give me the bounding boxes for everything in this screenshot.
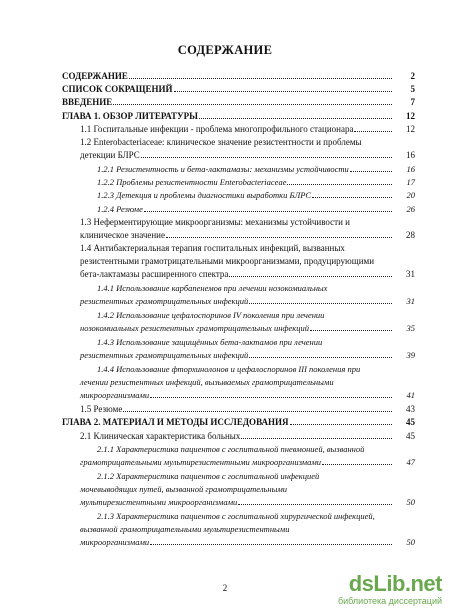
toc-entry bbox=[80, 149, 140, 161]
toc-page-number: 39 bbox=[406, 350, 415, 360]
toc-page-number: 47 bbox=[406, 457, 415, 467]
toc-leader bbox=[249, 357, 392, 358]
toc-leader bbox=[199, 118, 392, 119]
toc-entry-text: лечении резистентных инфекций, вызываемых грамотрицательными bbox=[80, 377, 334, 387]
page-title: СОДЕРЖАНИЕ bbox=[177, 43, 273, 57]
toc-leader bbox=[310, 330, 392, 331]
toc-entry bbox=[80, 268, 228, 280]
toc-page-number: 45 bbox=[406, 417, 415, 427]
toc-page-number: 7 bbox=[410, 97, 415, 107]
toc-page-number: 31 bbox=[406, 296, 415, 306]
toc-entry bbox=[80, 322, 309, 334]
toc-entry bbox=[97, 163, 349, 175]
toc-page-number: 45 bbox=[406, 431, 415, 441]
toc-entry-text: клиническое значение bbox=[80, 230, 165, 240]
toc-entry-text: 1.3 Неферментирующие микроорганизмы: механизмы устойчивости и bbox=[80, 217, 350, 227]
toc-entry-text: ГЛАВА 2. МАТЕРИАЛ И МЕТОДЫ ИССЛЕДОВАНИЯ bbox=[62, 417, 289, 427]
toc-page-number: 16 bbox=[406, 164, 415, 174]
toc-page-number: 50 bbox=[406, 537, 415, 547]
toc-entry bbox=[80, 295, 248, 307]
toc-leader bbox=[241, 438, 392, 439]
toc-entry-text: бета-лактамазы расширенного спектра bbox=[80, 269, 229, 279]
toc-leader bbox=[238, 504, 392, 505]
dslib-watermark bbox=[322, 571, 442, 609]
toc-page-number: 28 bbox=[406, 230, 415, 240]
toc-entry bbox=[97, 309, 324, 321]
toc-entry-text: 1.2.4 Резюме bbox=[97, 204, 143, 214]
toc-entry bbox=[80, 456, 321, 468]
toc-entry-text: 1.4.2 Использование цефалоспоринов IV поколения при лечении bbox=[97, 310, 325, 320]
toc-page-number: 31 bbox=[406, 269, 415, 279]
toc-entry bbox=[97, 189, 311, 201]
toc-page-number: 17 bbox=[406, 177, 415, 187]
toc-leader bbox=[312, 197, 392, 198]
toc-entry bbox=[97, 363, 360, 375]
toc-entry-text: 2.1 Клиническая характеристика больных bbox=[80, 431, 241, 441]
toc-leader bbox=[150, 544, 392, 545]
watermark-subtitle: библиотека диссертаций bbox=[337, 596, 442, 606]
toc-leader bbox=[354, 131, 392, 132]
toc-entry bbox=[80, 523, 289, 535]
toc-entry bbox=[80, 136, 362, 148]
toc-leader bbox=[322, 464, 392, 465]
toc-leader bbox=[290, 424, 393, 425]
toc-entry-text: грамотрицательными мультирезистентными микроорганизмами bbox=[80, 457, 322, 467]
toc-entry-text: 1.5 Резюме bbox=[80, 404, 123, 414]
toc-page-number: 50 bbox=[406, 497, 415, 507]
toc-entry-text: ВВЕДЕНИЕ bbox=[62, 97, 113, 107]
toc-page-number: 20 bbox=[406, 190, 415, 200]
toc-entry bbox=[62, 96, 112, 108]
toc-entry bbox=[97, 470, 319, 482]
toc-page-number: 12 bbox=[406, 124, 415, 134]
toc-page-number: 26 bbox=[406, 204, 415, 214]
toc-page-number: 43 bbox=[406, 404, 415, 414]
toc-entry-text: СПИСОК СОКРАЩЕНИЙ bbox=[62, 84, 173, 94]
toc-page-number: 2 bbox=[410, 71, 415, 81]
toc-entry-text: вызванной грамотрицательными мультирезистентными bbox=[80, 524, 290, 534]
toc-page-number: 35 bbox=[406, 323, 415, 333]
toc-entry bbox=[80, 496, 237, 508]
toc-entry bbox=[80, 349, 248, 361]
toc-leader bbox=[166, 237, 392, 238]
toc-entry-text: микроорганизмами bbox=[80, 390, 150, 400]
toc-leader bbox=[350, 171, 392, 172]
toc-leader bbox=[249, 303, 392, 304]
toc-entry bbox=[62, 83, 173, 95]
toc-entry-text: 1.4.4 Использование фторхинолонов и цефалоспоринов III поколения при bbox=[97, 364, 361, 374]
toc-entry bbox=[80, 123, 353, 135]
toc-entry bbox=[80, 242, 345, 254]
toc-entry-text: 1.4 Антибактериальная терапия госпитальных инфекций, вызванных bbox=[80, 243, 345, 253]
toc-page-number: 5 bbox=[410, 84, 415, 94]
toc-entry-text: мультирезистентными микроорганизмами bbox=[80, 497, 238, 507]
toc-entry bbox=[80, 255, 374, 267]
toc-entry bbox=[97, 203, 143, 215]
toc-entry bbox=[62, 70, 128, 82]
toc-entry-text: мочевыводящих путей, вызванной грамотрицательными bbox=[80, 484, 288, 494]
toc-entry-text: СОДЕРЖАНИЕ bbox=[62, 71, 128, 81]
toc-page-number: 41 bbox=[406, 390, 415, 400]
toc-leader bbox=[129, 78, 392, 79]
toc-entry bbox=[97, 336, 322, 348]
toc-entry bbox=[97, 443, 364, 455]
toc-leader bbox=[229, 276, 392, 277]
toc-page-number: 12 bbox=[406, 111, 415, 121]
toc-entry bbox=[80, 216, 350, 228]
toc-entry-text: резистентных грамотрицательных инфекций bbox=[80, 296, 249, 306]
toc-entry bbox=[80, 536, 149, 548]
toc-leader bbox=[144, 211, 392, 212]
toc-entry-text: 1.4.3 Использование защищённых бета-лактамов при лечении bbox=[97, 337, 323, 347]
toc-entry bbox=[80, 483, 287, 495]
toc-entry-text: нозокомиальных резистентных грамотрицательных инфекций bbox=[80, 323, 310, 333]
toc-leader bbox=[113, 104, 392, 105]
toc-entry-text: резистентных грамотрицательных инфекций bbox=[80, 350, 249, 360]
toc-entry-text: 1.4.1 Использование карбапенемов при лечении нозокомиальных bbox=[97, 283, 328, 293]
toc-entry-text: 1.1 Госпитальные инфекции - проблема многопрофильного стационара bbox=[80, 124, 354, 134]
page-number: 2 bbox=[222, 583, 228, 593]
toc-entry bbox=[80, 430, 240, 442]
toc-leader bbox=[123, 411, 392, 412]
toc-leader bbox=[141, 157, 392, 158]
toc-entry-text: 2.1.3 Характеристика пациентов с госпитальной хирургической инфекцией, bbox=[97, 511, 375, 521]
toc-entry bbox=[80, 403, 122, 415]
toc-entry-text: 1.2 Enterobacteriaceae: клиническое значение резистентности и проблемы bbox=[80, 137, 362, 147]
toc-entry-text: ГЛАВА 1. ОБЗОР ЛИТЕРАТУРЫ bbox=[62, 111, 198, 121]
toc-entry bbox=[80, 229, 165, 241]
toc-entry-text: 1.2.3 Детекция и проблемы диагностики выработки БЛРС bbox=[97, 190, 312, 200]
toc-entry bbox=[97, 176, 286, 188]
toc-entry bbox=[62, 110, 198, 122]
toc-entry-text: 2.1.2 Характеристика пациентов с госпитальной инфекцией bbox=[97, 471, 320, 481]
toc-entry-text: 2.1.1 Характеристика пациентов с госпитальной пневмонией, вызванной bbox=[97, 444, 365, 454]
toc-leader bbox=[287, 184, 392, 185]
toc-entry-text: микроорганизмами bbox=[80, 537, 150, 547]
toc-leader bbox=[174, 91, 392, 92]
toc-entry bbox=[80, 389, 149, 401]
toc-leader bbox=[150, 397, 392, 398]
toc-entry-text: 1.2.1 Резистентность и бета-лактамазы: механизмы устойчивости bbox=[97, 164, 349, 174]
watermark-logo: dsLib.net bbox=[348, 571, 442, 596]
toc-entry-text: детекции БЛРС bbox=[80, 150, 140, 160]
toc-entry bbox=[97, 510, 375, 522]
toc-entry bbox=[97, 282, 327, 294]
toc-entry-text: резистентными грамотрицательными микроорганизмами, продуцирующими bbox=[80, 256, 375, 266]
toc-entry bbox=[62, 416, 289, 428]
toc-entry-text: 1.2.2 Проблемы резистентности Enterobacteriaceae bbox=[97, 177, 287, 187]
toc-entry bbox=[80, 376, 334, 388]
toc-page-number: 16 bbox=[406, 150, 415, 160]
